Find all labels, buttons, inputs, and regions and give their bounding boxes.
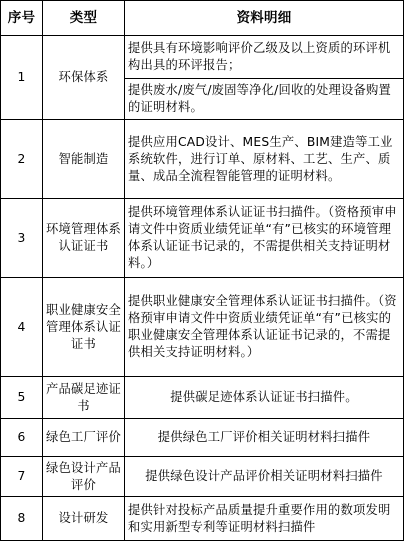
row-type: 产品碳足迹证书 [43,377,125,419]
row-type: 绿色工厂评价 [43,419,125,457]
table-row [1,457,404,497]
table-row [1,377,404,419]
header-no: 序号 [1,1,43,36]
row-detail: 提供废水/废气/废固等净化/回收的处理设备购置的证明材料。 [125,79,404,120]
header-row [1,1,404,36]
row-number: 2 [1,120,43,199]
table-row [1,199,404,278]
row-type: 设计研发 [43,497,125,541]
table-row [1,419,404,457]
row-detail: 提供绿色设计产品评价相关证明材料扫描件 [125,457,404,497]
row-detail: 提供具有环境影响评价乙级及以上资质的环评机构出具的环评报告； [125,36,404,79]
row-type: 智能制造 [43,120,125,199]
header-detail: 资料明细 [125,1,404,36]
row-detail: 提供环境管理体系认证证书扫描件。（资格预审申请文件中资质业绩凭证单“有”已核实的环境管理体系认证证书记录的，不需提供相关支持证明材料。） [125,199,404,278]
row-type: 绿色设计产品评价 [43,457,125,497]
row-number: 8 [1,497,43,541]
row-type: 职业健康安全管理体系认证证书 [43,278,125,377]
row-detail: 提供针对投标产品质量提升重要作用的数项发明和实用新型专利等证明材料扫描件 [125,497,404,541]
row-number: 3 [1,199,43,278]
table-row [1,497,404,541]
row-detail: 提供绿色工厂评价相关证明材料扫描件 [125,419,404,457]
row-detail: 提供应用CAD设计、MES生产、BIM建造等工业系统软件，进行订单、原材料、工艺、生产、质量、成品全流程智能管理的证明材料。 [125,120,404,199]
row-detail: 提供职业健康安全管理体系认证证书扫描件。（资格预审申请文件中资质业绩凭证单“有”已核实的职业健康安全管理体系认证证书记录的，不需提供相关支持证明材料。） [125,278,404,377]
header-type: 类型 [43,1,125,36]
row-type: 环保体系 [43,36,125,120]
table-row [1,36,404,79]
row-number: 7 [1,457,43,497]
table-row [1,278,404,377]
row-number: 1 [1,36,43,120]
table-row [1,120,404,199]
row-detail: 提供碳足迹体系认证证书扫描件。 [125,377,404,419]
row-number: 5 [1,377,43,419]
row-type: 环境管理体系认证证书 [43,199,125,278]
row-number: 4 [1,278,43,377]
row-number: 6 [1,419,43,457]
